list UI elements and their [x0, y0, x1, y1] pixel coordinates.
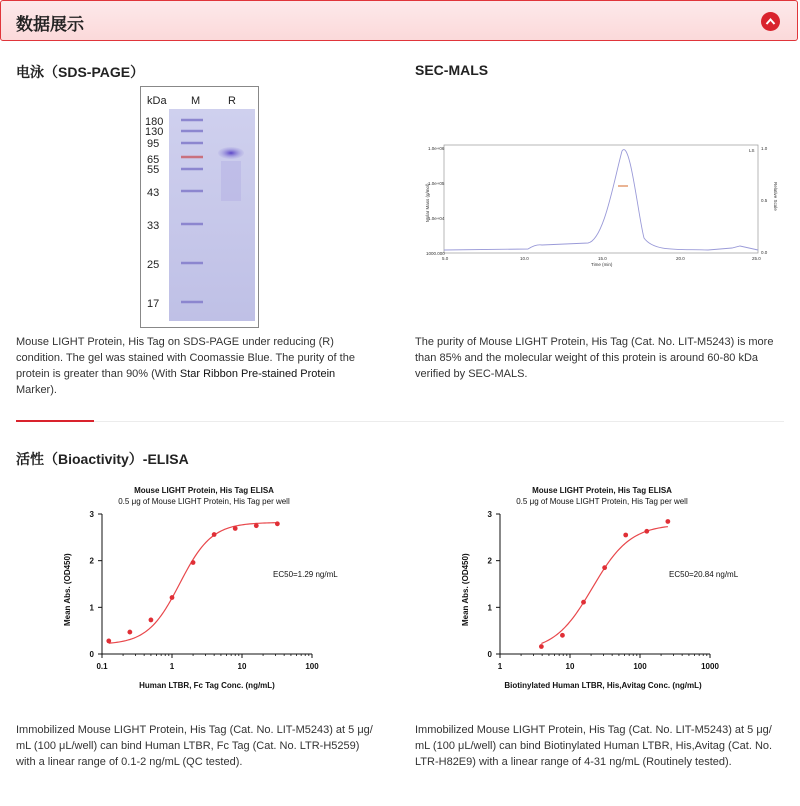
- elisa-2-y-tick-label: 1: [487, 603, 492, 613]
- sds-desc-line: condition. The gel was stained with Coomassie Blue. The purity of the: [16, 352, 355, 364]
- elisa-1-data-point: [275, 521, 280, 526]
- elisa-2-data-point: [665, 519, 670, 524]
- elisa-1-data-point: [106, 639, 111, 644]
- gel-marker-label: 65: [147, 154, 160, 166]
- sds-desc-line: Mouse LIGHT Protein, His Tag on SDS-PAGE under reducing (R): [16, 336, 334, 348]
- sec-mals-y2-tick: 1.0: [761, 146, 768, 151]
- elisa-1-data-point: [191, 560, 196, 565]
- star-ribbon-marker-link[interactable]: Star Ribbon Pre-stained Protein: [179, 368, 336, 380]
- sec-mals-y2label: Relative Scale: [773, 182, 778, 211]
- bioactivity-title: 活性（Bioactivity）-ELISA: [16, 451, 189, 467]
- sec-mals-desc-line: than 85% and the molecular weight of this protein is around 60-80 kDa: [415, 352, 759, 364]
- sec-mals-chart: [418, 140, 778, 268]
- gel-marker-label: 180: [145, 116, 164, 128]
- elisa-1-subtitle: 0.5 μg of Mouse LIGHT Protein, His Tag per well: [118, 497, 290, 506]
- gel-marker-label: 95: [147, 138, 160, 150]
- sec-mals-y-tick: 1.0e+06: [428, 146, 445, 151]
- elisa-1-xlabel: Human LTBR, Fc Tag Conc. (ng/mL): [139, 681, 275, 690]
- sec-mals-desc-line: The purity of Mouse LIGHT Protein, His Tag (Cat. No. LIT-M5243) is more: [415, 336, 774, 348]
- sec-mals-x-tick: 25.0: [752, 256, 761, 261]
- elisa-1-desc-line: mL (100 μL/well) can bind Human LTBR, Fc Tag (Cat. No. LTR-H5259): [16, 740, 360, 752]
- sds-desc-line: Marker).: [16, 384, 57, 396]
- gel-marker-label: 33: [147, 220, 160, 232]
- chevron-up-icon: [765, 17, 776, 26]
- elisa-2-description: [415, 722, 795, 770]
- elisa-1-y-tick-label: 3: [89, 510, 94, 519]
- elisa-2-x-tick-label: 100: [633, 662, 647, 671]
- sec-mals-desc-line: verified by SEC-MALS.: [415, 368, 528, 380]
- elisa-1-axes: [90, 510, 320, 671]
- sec-mals-plot-area: [444, 145, 758, 253]
- elisa-2-ec50: EC50=20.84 ng/mL: [669, 570, 739, 579]
- elisa-1-x-tick-label: 10: [237, 662, 247, 671]
- elisa-2-x-tick-label: 1: [497, 662, 503, 671]
- elisa-1-desc-line: Immobilized Mouse LIGHT Protein, His Tag (Cat. No. LIT-M5243) at 5 μg/: [16, 724, 373, 736]
- elisa-2-x-tick-label: 10: [565, 662, 575, 671]
- elisa-2-xlabel: Biotinylated Human LTBR, His,Avitag Conc. (ng/mL): [504, 681, 702, 690]
- gel-lane-r-label: R: [228, 95, 236, 107]
- elisa-1-fit-curve: [109, 523, 278, 644]
- elisa-1-y-tick-label: 1: [89, 603, 94, 613]
- sec-mals-description: [415, 334, 785, 382]
- sec-mals-xlabel: Time (min): [591, 262, 613, 267]
- elisa-2-data-point: [581, 600, 586, 605]
- elisa-2-data-point: [602, 565, 607, 570]
- elisa-1-title: Mouse LIGHT Protein, His Tag ELISA: [134, 486, 274, 495]
- sec-mals-x-tick: 5.0: [442, 256, 449, 261]
- gel-protein-smear: [221, 161, 241, 201]
- elisa-1-ylabel: Mean Abs. (OD450): [63, 553, 72, 626]
- sec-mals-ls-trace: [444, 150, 758, 250]
- elisa-2-data-point: [644, 529, 649, 534]
- elisa-1-y-tick-label: 0: [89, 650, 94, 659]
- elisa-1-data-point: [170, 595, 175, 600]
- elisa-2-axes: [488, 510, 720, 671]
- gel-protein-band: [218, 147, 244, 159]
- elisa-2-y-tick-label: 3: [487, 510, 492, 519]
- elisa-1-desc-line: with a linear range of 0.1-2 ng/mL (QC tested).: [16, 756, 243, 768]
- sec-mals-title: SEC-MALS: [415, 62, 489, 78]
- collapse-button[interactable]: [761, 12, 780, 31]
- elisa-1-x-tick-label: 1: [169, 662, 175, 671]
- sec-mals-x-tick: 10.0: [520, 256, 529, 261]
- elisa-2-data-point: [623, 533, 628, 538]
- elisa-1-description: [16, 722, 396, 770]
- elisa-chart-2: [458, 480, 758, 695]
- elisa-1-y-tick-label: 2: [89, 556, 94, 566]
- gel-marker-label: 55: [147, 164, 160, 176]
- elisa-1-data-point: [233, 526, 238, 531]
- elisa-2-ylabel: Mean Abs. (OD450): [461, 553, 470, 626]
- sec-mals-y-tick: 1.0e+04: [428, 216, 445, 221]
- elisa-2-subtitle: 0.5 μg of Mouse LIGHT Protein, His Tag per well: [516, 497, 688, 506]
- elisa-1-ec50: EC50=1.29 ng/mL: [273, 570, 338, 579]
- elisa-1-data-point: [212, 532, 217, 537]
- elisa-2-title: Mouse LIGHT Protein, His Tag ELISA: [532, 486, 672, 495]
- elisa-1-data-point: [254, 523, 259, 528]
- gel-marker-label: 43: [147, 187, 160, 199]
- elisa-2-y-tick-label: 2: [487, 556, 492, 566]
- sec-mals-legend: LS: [749, 148, 755, 153]
- sec-mals-x-tick: 15.0: [598, 256, 607, 261]
- elisa-2-fit-curve: [541, 527, 667, 644]
- elisa-1-data-point: [127, 630, 132, 635]
- elisa-1-data-point: [149, 618, 154, 623]
- section-divider-accent: [16, 420, 94, 422]
- sds-gel-image: [140, 86, 259, 328]
- section-divider: [94, 421, 784, 422]
- gel-kda-label: kDa: [147, 95, 167, 107]
- section-header: [0, 0, 798, 41]
- gel-marker-label: 17: [147, 298, 160, 310]
- gel-marker-label: 130: [145, 126, 164, 138]
- sds-desc-line: [16, 366, 386, 382]
- elisa-chart-1: [60, 480, 360, 695]
- sds-desc-text: protein is greater than 90% (With: [16, 368, 180, 380]
- elisa-2-desc-line: Immobilized Mouse LIGHT Protein, His Tag (Cat. No. LIT-M5243) at 5 μg/: [415, 724, 772, 736]
- sds-page-title: 电泳（SDS-PAGE）: [16, 64, 145, 80]
- sec-mals-y-tick: 1.0e+05: [428, 181, 445, 186]
- elisa-2-desc-line: mL (100 μL/well) can bind Biotinylated Human LTBR, His,Avitag (Cat. No.: [415, 740, 773, 752]
- elisa-1-x-tick-label: 0.1: [96, 662, 108, 671]
- gel-lane-m-label: M: [191, 95, 201, 107]
- elisa-2-desc-line: LTR-H82E9) with a linear range of 4-31 ng/mL (Routinely tested).: [415, 756, 732, 768]
- gel-marker-label: 25: [147, 259, 160, 271]
- sec-mals-y2-tick: 0.5: [761, 198, 768, 203]
- sec-mals-x-tick: 20.0: [676, 256, 685, 261]
- elisa-2-data-point: [539, 644, 544, 649]
- elisa-2-x-tick-label: 1000: [701, 662, 719, 671]
- sec-mals-y2-tick: 0.0: [761, 250, 768, 255]
- sec-mals-ylabel: Molar Mass (g/mol): [425, 183, 430, 222]
- sds-description: [16, 334, 386, 398]
- sec-mals-y-tick: 1000.000: [426, 251, 445, 256]
- elisa-2-y-tick-label: 0: [487, 650, 492, 659]
- elisa-2-data-point: [560, 633, 565, 638]
- elisa-1-x-tick-label: 100: [305, 662, 319, 671]
- gel-svg: [141, 87, 258, 327]
- header-title: 数据展示: [16, 15, 84, 34]
